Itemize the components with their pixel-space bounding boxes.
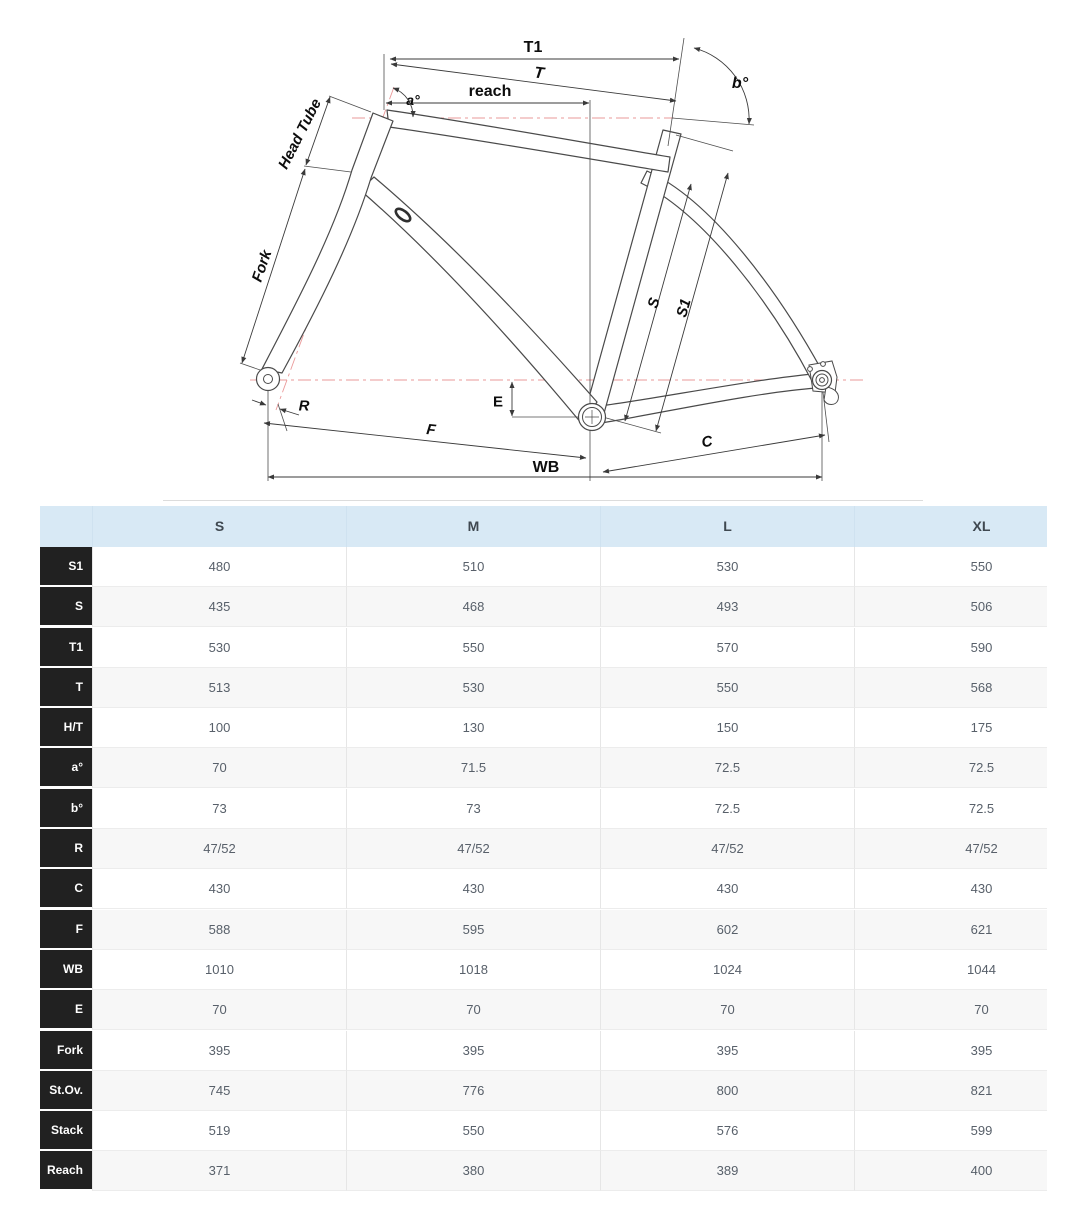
table-row-wb — [40, 950, 1047, 990]
cell-b-l: 72.5 — [600, 789, 854, 829]
dim-r-left — [252, 400, 266, 405]
cell-s1-m: 510 — [346, 547, 600, 587]
cell-e-s: 70 — [92, 990, 346, 1030]
row-label-s1: S1 — [40, 547, 92, 587]
cell-a-s: 70 — [92, 748, 346, 788]
cell-st-ov-xl: 821 — [854, 1071, 1047, 1111]
cell-h-t-s: 100 — [92, 708, 346, 748]
header-row — [40, 506, 1047, 547]
label-a-angle: a° — [406, 92, 420, 108]
cell-s1-xl: 550 — [854, 547, 1047, 587]
table-row-r — [40, 829, 1047, 869]
front-dropout — [257, 368, 280, 391]
cell-fork-l: 395 — [600, 1031, 854, 1071]
chain-stay — [600, 374, 816, 423]
table-row-f — [40, 910, 1047, 950]
table-row-t — [40, 668, 1047, 708]
table-row-c — [40, 869, 1047, 909]
cell-t1-l: 570 — [600, 628, 854, 668]
row-label-s: S — [40, 587, 92, 627]
table-row-st-ov — [40, 1071, 1047, 1111]
geometry-table-wrap — [40, 506, 1047, 1192]
cell-wb-m: 1018 — [346, 950, 600, 990]
cell-st-ov-m: 776 — [346, 1071, 600, 1111]
cell-a-xl: 72.5 — [854, 748, 1047, 788]
table-row-fork — [40, 1031, 1047, 1071]
bb-shell — [579, 404, 606, 431]
cell-r-xl: 47/52 — [854, 829, 1047, 869]
cell-c-xl: 430 — [854, 869, 1047, 909]
cell-wb-s: 1010 — [92, 950, 346, 990]
seat-tube — [585, 130, 681, 417]
section-divider — [163, 500, 923, 501]
cell-r-s: 47/52 — [92, 829, 346, 869]
dim-c — [603, 432, 825, 472]
row-label-h-t: H/T — [40, 708, 92, 748]
cell-fork-xl: 395 — [854, 1031, 1047, 1071]
cell-b-s: 73 — [92, 789, 346, 829]
cell-b-m: 73 — [346, 789, 600, 829]
cell-f-l: 602 — [600, 910, 854, 950]
cell-c-m: 430 — [346, 869, 600, 909]
cell-f-m: 595 — [346, 910, 600, 950]
label-s: S — [644, 295, 664, 311]
cell-c-l: 430 — [600, 869, 854, 909]
cell-f-xl: 621 — [854, 910, 1047, 950]
row-label-b: b° — [40, 789, 92, 829]
cell-h-t-xl: 175 — [854, 708, 1047, 748]
table-row-s1 — [40, 547, 1047, 587]
label-t: T — [533, 64, 545, 83]
cell-b-xl: 72.5 — [854, 789, 1047, 829]
table-row-h-t — [40, 708, 1047, 748]
cell-r-m: 47/52 — [346, 829, 600, 869]
table-row-t1 — [40, 628, 1047, 668]
label-s1: S1 — [673, 296, 695, 320]
cell-a-l: 72.5 — [600, 748, 854, 788]
cell-h-t-l: 150 — [600, 708, 854, 748]
label-b-angle: b° — [731, 75, 749, 92]
cell-a-m: 71.5 — [346, 748, 600, 788]
cell-t1-xl: 590 — [854, 628, 1047, 668]
cell-t-s: 513 — [92, 668, 346, 708]
row-label-f: F — [40, 910, 92, 950]
label-fork: Fork — [248, 247, 276, 285]
cell-stack-l: 576 — [600, 1111, 854, 1151]
cell-s1-s: 480 — [92, 547, 346, 587]
cell-reach-m: 380 — [346, 1151, 600, 1191]
row-label-c: C — [40, 869, 92, 909]
row-label-t1: T1 — [40, 628, 92, 668]
header-cell-m: M — [346, 506, 600, 547]
cell-reach-s: 371 — [92, 1151, 346, 1191]
derailleur-hanger — [824, 387, 838, 405]
header-cell-s: S — [92, 506, 346, 547]
table-row-reach — [40, 1151, 1047, 1191]
cell-t1-s: 530 — [92, 628, 346, 668]
row-label-stack: Stack — [40, 1111, 92, 1151]
row-label-reach: Reach — [40, 1151, 92, 1191]
row-label-a: a° — [40, 748, 92, 788]
table-row-b — [40, 789, 1047, 829]
label-e: E — [492, 393, 504, 411]
cell-wb-l: 1024 — [600, 950, 854, 990]
label-r: R — [298, 397, 310, 415]
row-label-r: R — [40, 829, 92, 869]
cell-s1-l: 530 — [600, 547, 854, 587]
top-tube — [387, 110, 670, 172]
cell-stack-s: 519 — [92, 1111, 346, 1151]
cell-stack-xl: 599 — [854, 1111, 1047, 1151]
table-row-stack — [40, 1111, 1047, 1151]
cell-h-t-m: 130 — [346, 708, 600, 748]
cell-s-m: 468 — [346, 587, 600, 627]
cell-st-ov-s: 745 — [92, 1071, 346, 1111]
row-label-e: E — [40, 990, 92, 1030]
cell-fork-m: 395 — [346, 1031, 600, 1071]
dim-f — [264, 423, 586, 458]
label-wb: WB — [532, 459, 560, 476]
row-label-st-ov: St.Ov. — [40, 1071, 92, 1111]
cell-t-l: 550 — [600, 668, 854, 708]
cell-stack-m: 550 — [346, 1111, 600, 1151]
cell-st-ov-l: 800 — [600, 1071, 854, 1111]
table-row-s — [40, 587, 1047, 627]
label-t1: T1 — [523, 39, 543, 56]
cell-r-l: 47/52 — [600, 829, 854, 869]
cell-reach-xl: 400 — [854, 1151, 1047, 1191]
header-cell-l: L — [600, 506, 854, 547]
row-label-t: T — [40, 668, 92, 708]
cell-t-m: 530 — [346, 668, 600, 708]
label-c: C — [700, 432, 714, 452]
geometry-table — [40, 506, 1047, 1191]
row-label-fork: Fork — [40, 1031, 92, 1071]
cell-c-s: 430 — [92, 869, 346, 909]
frame-geometry-diagram — [0, 0, 1080, 505]
cell-s-l: 493 — [600, 587, 854, 627]
header-cell-xl: XL — [854, 506, 1047, 547]
table-row-a — [40, 748, 1047, 788]
dim-r-right — [280, 409, 299, 415]
cell-e-m: 70 — [346, 990, 600, 1030]
cell-e-xl: 70 — [854, 990, 1047, 1030]
header-corner-cell — [40, 506, 92, 547]
label-f: F — [425, 421, 437, 439]
cell-e-l: 70 — [600, 990, 854, 1030]
table-row-e — [40, 990, 1047, 1030]
label-head-tube: Head Tube — [275, 96, 325, 172]
cell-s-s: 435 — [92, 587, 346, 627]
cell-f-s: 588 — [92, 910, 346, 950]
frame-tubes — [262, 110, 821, 424]
cell-t-xl: 568 — [854, 668, 1047, 708]
cell-wb-xl: 1044 — [854, 950, 1047, 990]
seat-stay — [641, 171, 821, 381]
cell-reach-l: 389 — [600, 1151, 854, 1191]
cell-fork-s: 395 — [92, 1031, 346, 1071]
row-label-wb: WB — [40, 950, 92, 990]
cell-s-xl: 506 — [854, 587, 1047, 627]
cell-t1-m: 550 — [346, 628, 600, 668]
label-reach: reach — [468, 83, 512, 100]
